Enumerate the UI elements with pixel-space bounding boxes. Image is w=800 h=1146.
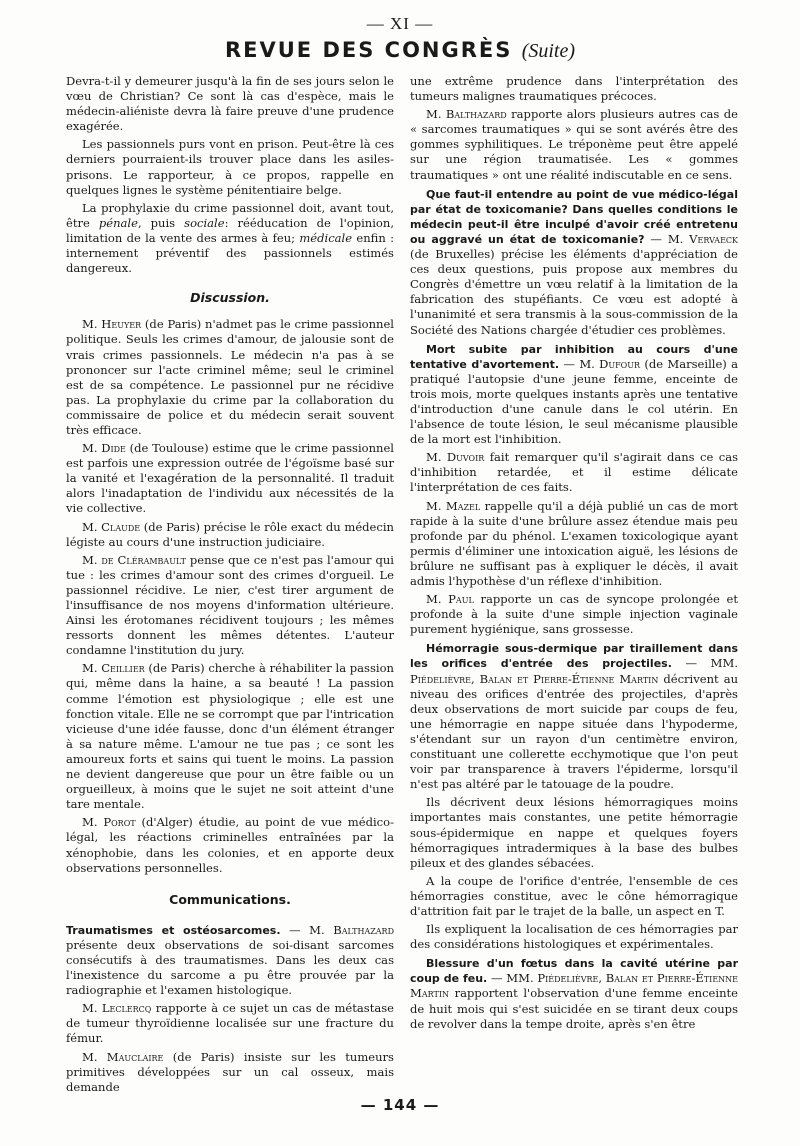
page-header — [0, 14, 800, 63]
discussion-paragraph: M. de Clérambault pense que ce n'est pas l'amour qui tue : les crimes d'amour sont des crimes d'orgueil. Le passionnel récidive. Le nier, c'est tirer argument de l'insuffisance de nos moyens d'information ultérieure. Ainsi les érotomanes récidivent toujours ; les mêmes ressorts donnent les mêmes détentes. L'auteur condamne l'institution du jury. — [66, 552, 394, 658]
paragraph: Devra-t-il y demeurer jusqu'à la fin de ses jours selon le vœu de Christian? Ce sont là cas d'espèce, mais le médecin-aliéniste devra là faire preuve d'une prudence exagérée. — [66, 74, 394, 134]
roman-page-number: — XI — — [366, 14, 434, 33]
right-column — [410, 74, 738, 1084]
page-title — [0, 38, 800, 63]
page-number: — 144 — — [360, 1096, 440, 1114]
discussion-paragraph: M. Claude (de Paris) précise le rôle exact du médecin légiste au cours d'une instruction judiciaire. — [66, 519, 394, 549]
communication-paragraph: Que faut-il entendre au point de vue médico-légal par état de toxicomanie? Dans quelles conditions le médecin peut-il être inculpé d'avoir créé entretenu ou aggravé un état de toxicomanie? — M. Vervaeck (de Bruxelles) précise les éléments d'appréciation de ces deux questions, puis propose aux membres du Congrès d'émettre un vœu relatif à la limitation de la fabrication des stupéfiants. Ce vœu est adopté à l'unanimité et sera transmis à la sous-commission de la Société des Nations chargée d'étudier ces problèmes. — [410, 187, 739, 337]
paragraph: une extrême prudence dans l'interprétation des tumeurs malignes traumatiques précoces. — [410, 74, 738, 104]
paragraph: A la coupe de l'orifice d'entrée, l'ensemble de ces hémorragies constitue, avec le cône hémorragique d'attrition fait par le trajet de la balle, un aspect en T. — [410, 873, 738, 918]
communication-paragraph: M. Leclercq rapporte à ce sujet un cas de métastase de tumeur thyroïdienne localisée sur une fracture du fémur. — [66, 1001, 394, 1046]
communications-heading: Communications. — [169, 891, 291, 907]
paragraph: Les passionnels purs vont en prison. Peut-être là ces derniers pourraient-ils trouver place dans les asiles-prisons. Le rapporteur, à ce propos, rappelle en quelques lignes le système pénitentiaire belge. — [66, 137, 394, 197]
paragraph: La prophylaxie du crime passionnel doit, avant tout, être pénale, puis sociale: rééducation de l'opinion, limitation de la vente des armes à feu; médicale enfin : internement préventif des passionnels estimés dangereux. — [66, 200, 394, 276]
paragraph: M. Duvoir fait remarquer qu'il s'agirait dans ce cas d'inhibition retardée, et il estime délicate l'interprétation de ces faits. — [410, 450, 739, 495]
paragraph: M. Balthazard rapporte alors plusieurs autres cas de « sarcomes traumatiques » qui se sont avérés être des gommes syphilitiques. Le tréponème peut être appelé sur une région traumatisée. Les « gommes traumatiques » ont une réalité indiscutable en ce sens. — [410, 107, 738, 182]
discussion-heading: Discussion. — [190, 290, 270, 306]
article-body — [66, 74, 739, 1094]
discussion-paragraph: M. Heuyer (de Paris) n'admet pas le crime passionnel politique. Seuls les crimes d'amour, de jalousie sont de vrais crimes passionnels. Le médecin n'a pas à se prononcer sur l'acte criminel même; seul le criminel est de sa compétence. Le passionnel pur ne récidive pas. La prophylaxie du crime par la collaboration du commissaire de police et du médecin serait souvent très efficace. — [66, 317, 394, 437]
left-column — [66, 74, 394, 1094]
paragraph: M. Paul rapporte un cas de syncope prolongée et profonde à la suite d'une simple injection vaginale purement hygiénique, sans grossesse. — [410, 592, 739, 637]
discussion-paragraph: M. Dide (de Toulouse) estime que le crime passionnel est parfois une expression outrée de l'égoïsme basé sur la vanité et l'exagération de la personnalité. Il traduit alors l'inadaptation de l'individu aux nécessités de la vie collective. — [66, 441, 394, 516]
paragraph: Ils expliquent la localisation de ces hémorragies par des considérations histologiques et expérimentales. — [410, 922, 738, 952]
paragraph: M. Mazel rappelle qu'il a déjà publié un cas de mort rapide à la suite d'une brûlure assez étendue mais peu profonde par du phénol. L'examen toxicologique ayant permis d'éliminer une intoxication aiguë, les lésions de brûlure ne suffisant pas à expliquer le décès, il avait admis l'hypothèse d'un réflexe d'inhibition. — [410, 498, 738, 588]
paragraph: Ils décrivent deux lésions hémorragiques moins importantes mais constantes, une petite hémorragie sous-épidermique en nappe et quelques foyers hémorragiques intradermiques à la base des bulbes pileux et des glandes sébacées. — [410, 795, 738, 870]
communication-paragraph: Mort subite par inhibition au cours d'une tentative d'avortement. — M. Dufour (de Marseille) a pratiqué l'autopsie d'une jeune femme, enceinte de trois mois, morte quelques instants après une tentative d'introduction d'une canule dans le col utérin. En l'absence de toute lésion, le seul mécanisme plausible de la mort est l'inhibition. — [410, 342, 739, 447]
communication-paragraph: Traumatismes et ostéosarcomes. — M. Balthazard présente deux observations de soi-disant sarcomes consécutifs à des traumatismes. Dans les deux cas l'inexistence du sarcome a pu être prouvée par la radiographie et l'examen histologique. — [66, 922, 394, 998]
title-text: REVUE DES CONGRÈS — [224, 38, 513, 62]
communication-paragraph: M. Mauclaire (de Paris) insiste sur les tumeurs primitives développées sur un cal osseux, mais demande — [66, 1049, 394, 1094]
title-suite: (Suite) — [521, 40, 576, 62]
communication-paragraph: Hémorragie sous-dermique par tiraillement dans les orifices d'entrée des projectiles. — MM. Piédelièvre, Balan et Pierre-Étienne Martin décrivent au niveau des orifices d'entrée des projectiles, d'après deux observations de mort suicide par coups de feu, une hémorragie en nappe située dans l'hypoderme, s'étendant sur un rayon d'un centimètre environ, constituant une collerette ecchymotique que l'on peut voir par transparence à travers l'épiderme, lorsqu'il n'est pas altéré par le tatouage de la poudre. — [410, 642, 739, 792]
discussion-paragraph: M. Porot (d'Alger) étudie, au point de vue médico-légal, les réactions criminelles entraînées par la xénophobie, dans les colonies, et en apporte deux observations personnelles. — [66, 815, 394, 875]
communication-paragraph: Blessure d'un fœtus dans la cavité utérine par coup de feu. — MM. Piédelièvre, Balan et Pierre-Étienne Martin rapportent l'observation d'une femme enceinte de huit mois qui s'est suicidée en se tirant deux coups de revolver dans la tempe droite, après s'en être — [410, 957, 738, 1031]
discussion-paragraph: M. Ceillier (de Paris) cherche à réhabiliter la passion qui, même dans la haine, a sa beauté ! La passion comme l'émotion est physiologique ; elle est une fonction vitale. Elle ne se corrompt que par l'intrication vicieuse d'une idée fausse, donc d'un élément étranger à sa nature même. L'amour ne tue pas ; ce sont les amoureux forts et sains qui tuent le moins. La passion ne devient dangereuse que pour un être faible ou un orgueilleux, à moins que le sujet ne soit atteint d'une tare mentale. — [66, 661, 394, 812]
